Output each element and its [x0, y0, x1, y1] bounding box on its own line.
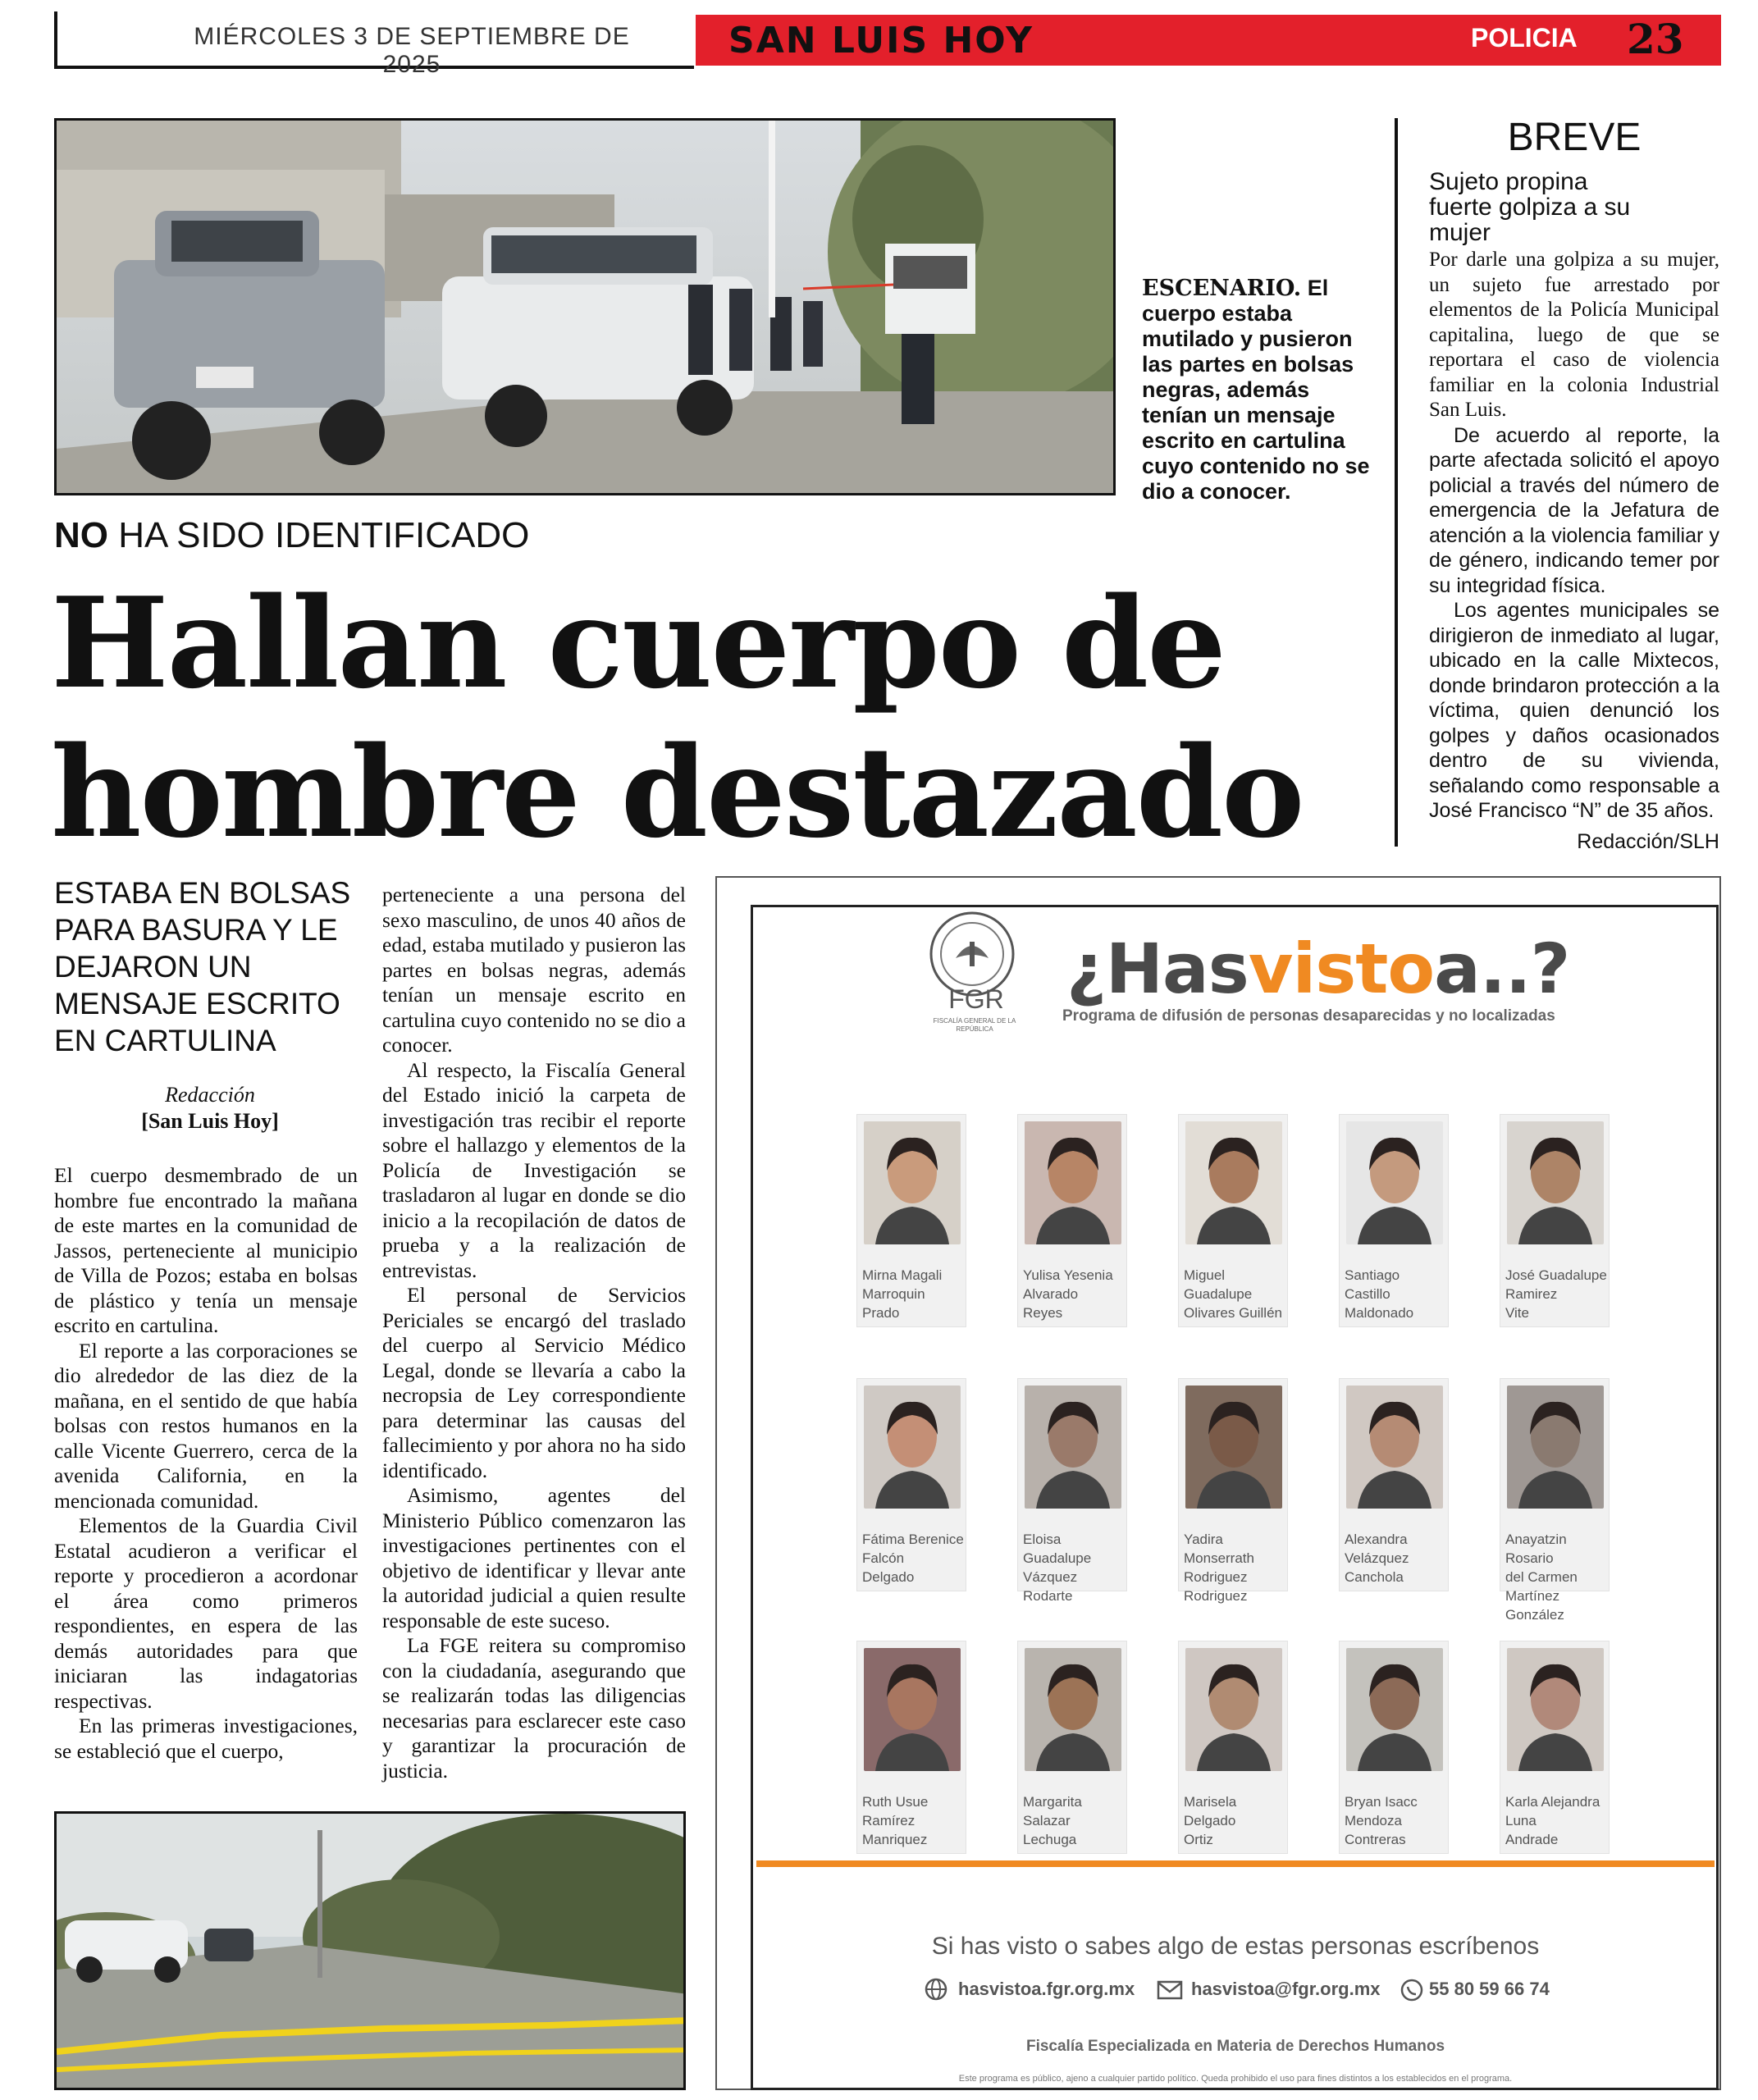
- ad-fine-print: Este programa es público, ajeno a cualquier partido político. Queda prohibido el uso para fines distintos a los establecidos en el programa.: [958, 2074, 1513, 2084]
- paragraph: El cuerpo desmembrado de un hombre fue encontrado la mañana de este martes en la comunidad de Jassos, perteneciente al municipio de Villa de Pozos; estaba en bolsas de plástico y tenía un mensaje escrito en cartulina.: [54, 1163, 358, 1337]
- paragraph: Por darle una golpiza a su mujer, un sujeto fue arrestado por elementos de la Policía Municipal capitalina, luego de que se reportara el caso de violencia familiar en la colonia Industrial San Luis.: [1429, 249, 1719, 421]
- paragraph: El personal de Servicios Periciales se encargó del traslado del cuerpo al Servicio Médico Legal, donde se llevaría a cabo la necropsia de Ley correspondiente para determinar las causas del fallecimiento y por ahora no ha sido identificado.: [382, 1283, 686, 1482]
- person-name: Bryan Isacc Mendoza Contreras: [1345, 1794, 1418, 1847]
- ad-orange-rule: [756, 1860, 1715, 1867]
- road-cordon-photo: [54, 1811, 686, 2090]
- newspaper-name: SAN LUIS HOY: [728, 20, 1034, 62]
- kicker-rest: HA SIDO IDENTIFICADO: [118, 515, 530, 555]
- person-card: [1017, 1114, 1127, 1327]
- person-photo: [1185, 1648, 1282, 1771]
- person-photo: [1346, 1386, 1443, 1509]
- person-photo: [1025, 1386, 1121, 1509]
- person-name: Fátima Berenice Falcón Delgado: [862, 1532, 964, 1585]
- paragraph: La FGE reitera su compromiso con la ciudadanía, asegurando que se realizarán todas las diligencias necesarias para esclarecer este caso y garantizar la procuración de justicia.: [382, 1633, 686, 1783]
- page-number: 23: [1627, 15, 1684, 63]
- person-card: [1339, 1114, 1449, 1327]
- person-photo: [1185, 1386, 1282, 1509]
- person-photo: [1346, 1121, 1443, 1244]
- ad-call-to-action: Si has visto o sabes algo de estas personas escríbenos: [931, 1933, 1540, 1960]
- person-photo: [1025, 1648, 1121, 1771]
- article-column-1: [54, 1163, 358, 1764]
- masthead-bar: [696, 15, 1721, 66]
- person-name: Marisela Delgado Ortiz: [1184, 1794, 1237, 1847]
- caption-text: El cuerpo estaba mutilado y pusieron las partes en bolsas negras, además tenían un mensaje escrito en cartulina cuyo contenido no se dio a conocer.: [1142, 276, 1370, 504]
- person-photo: [864, 1648, 961, 1771]
- ad-title-a: ¿Has: [1066, 929, 1249, 1009]
- person-card: [1339, 1641, 1449, 1854]
- article-column-2: [382, 883, 686, 1783]
- header-date-box: [54, 11, 694, 78]
- person-name: Karla Alejandra Luna Andrade: [1505, 1794, 1600, 1847]
- person-photo: [864, 1386, 961, 1509]
- person-name: Santiago Castillo Maldonado: [1345, 1267, 1414, 1321]
- person-name: José Guadalupe Ramirez Vite: [1505, 1267, 1607, 1321]
- person-photo: [864, 1121, 961, 1244]
- paragraph: perteneciente a una persona del sexo masculino, de unos 40 años de edad, estaba mutilado y pusieron las partes en bolsas negras, además tenían un mensaje escrito en cartulina cuyo contenido no se dio a conocer.: [382, 883, 686, 1057]
- article-kicker: [54, 515, 529, 556]
- breve-title: BREVE: [1507, 116, 1642, 159]
- globe-icon: [924, 1977, 948, 2002]
- caption-lead: ESCENARIO.: [1142, 276, 1302, 301]
- headline-line-2: hombre destazado: [51, 719, 1304, 865]
- photo-caption: [1142, 276, 1370, 504]
- person-photo: [1507, 1386, 1604, 1509]
- ad-title: [1066, 929, 1569, 1009]
- person-name: Eloisa Guadalupe Vázquez Rodarte: [1023, 1532, 1092, 1604]
- section-name: POLICIA: [1471, 23, 1578, 52]
- person-name: Miguel Guadalupe Olivares Guillén: [1184, 1267, 1282, 1321]
- person-card: [1500, 1378, 1610, 1623]
- person-card: [1178, 1114, 1288, 1327]
- person-name: Ruth Usue Ramírez Manriquez: [862, 1794, 929, 1847]
- person-card: [1178, 1641, 1288, 1854]
- mail-icon: [1157, 1980, 1183, 2000]
- person-card: [1178, 1378, 1288, 1604]
- paragraph: En las primeras investigaciones, se estableció que el cuerpo,: [54, 1714, 358, 1763]
- paragraph: Elementos de la Guardia Civil Estatal acudieron a verificar el reporte y procedieron a acordonar el área como primeros respondientes, en espera de las demás autoridades para que iniciaran las indagatorias respectivas.: [54, 1513, 358, 1713]
- breve-divider: [1395, 118, 1398, 847]
- crime-scene-photo: [54, 118, 1116, 495]
- whatsapp-icon: [1400, 1978, 1424, 2002]
- paragraph: Los agentes municipales se dirigieron de inmediato al lugar, ubicado en la calle Mixtecos, donde brindaron protección a la víctima, quien denunció los golpes y daños ocasionados dentro de su vivienda, señalando como responsable a José Francisco “N” de 35 años.: [1429, 599, 1719, 822]
- person-name: Yulisa Yesenia Alvarado Reyes: [1023, 1267, 1113, 1321]
- ad-subtitle: Programa de difusión de personas desaparecidas y no localizadas: [1062, 1007, 1555, 1025]
- paragraph: Al respecto, la Fiscalía General del Estado inició la carpeta de investigación tras recibir el reporte sobre el hallazgo y elementos de la Policía de Investigación se trasladaron al lugar en donde se dio inicio a la recopilación de datos de prueba y a la realización de entrevistas.: [382, 1057, 686, 1282]
- breve-headline: Sujeto propina fuerte golpiza a su mujer: [1429, 168, 1631, 246]
- person-photo: [1507, 1648, 1604, 1771]
- ad-email: hasvistoa@fgr.org.mx: [1191, 1979, 1381, 1999]
- ad-footer: Fiscalía Especializada en Materia de Derechos Humanos: [1025, 2038, 1445, 2055]
- paragraph: De acuerdo al reporte, la parte afectada solicitó el apoyo policial a través del número de emergencia de la Jefatura de atención a la violencia familiar y de género, indicando temer por su integridad física.: [1429, 423, 1719, 597]
- byline-author: Redacción: [165, 1083, 255, 1107]
- ad-phone: 55 80 59 66 74: [1429, 1979, 1550, 1999]
- ad-website: hasvistoa.fgr.org.mx: [958, 1979, 1135, 1999]
- person-photo: [1346, 1648, 1443, 1771]
- person-name: Alexandra Velázquez Canchola: [1345, 1532, 1409, 1585]
- person-photo: [1185, 1121, 1282, 1244]
- person-name: Mirna Magali Marroquin Prado: [862, 1267, 943, 1321]
- person-card: [856, 1114, 966, 1327]
- ad-title-b: visto: [1248, 929, 1435, 1009]
- kicker-bold: NO: [54, 515, 108, 555]
- person-card: [856, 1378, 966, 1591]
- person-photo: [1507, 1121, 1604, 1244]
- issue-date: MIÉRCOLES 3 DE SEPTIEMBRE DE 2025: [194, 23, 630, 78]
- person-card: [1017, 1378, 1127, 1604]
- ad-title-c: a..?: [1434, 929, 1570, 1009]
- person-card: [1500, 1641, 1610, 1854]
- headline-line-1: Hallan cuerpo de: [51, 569, 1225, 716]
- person-name: Anayatzin Rosario del Carmen Martínez González: [1505, 1532, 1578, 1623]
- fgr-acronym: FGR: [948, 984, 1004, 1014]
- paragraph: Asimismo, agentes del Ministerio Público comenzaron las investigaciones pertinentes con el objetivo de identificar y llevar ante la autoridad judicial a quien resulte responsable de este suceso.: [382, 1483, 686, 1632]
- person-name: Margarita Salazar Lechuga: [1023, 1794, 1082, 1847]
- fgr-full-name: FISCALÍA GENERAL DE LA REPÚBLICA: [933, 1017, 1016, 1033]
- article-deck: ESTABA EN BOLSAS PARA BASURA Y LE DEJARON UN MENSAJE ESCRITO EN CARTULINA: [54, 876, 351, 1057]
- person-card: [1017, 1641, 1127, 1854]
- person-photo: [1025, 1121, 1121, 1244]
- paragraph: El reporte a las corporaciones se dio alrededor de las diez de la mañana, en el sentido de que había bolsas con restos humanos en la calle Vicente Guerrero, cerca de la avenida California, en la mencionada comunidad.: [54, 1338, 358, 1513]
- breve-signature: Redacción/SLH: [1577, 830, 1719, 853]
- byline-outlet: [San Luis Hoy]: [141, 1109, 279, 1133]
- breve-body: [1429, 248, 1719, 824]
- person-card: [1339, 1378, 1449, 1591]
- person-card: [1500, 1114, 1610, 1327]
- person-name: Yadira Monserrath Rodriguez Rodriguez: [1184, 1532, 1254, 1604]
- person-card: [856, 1641, 966, 1854]
